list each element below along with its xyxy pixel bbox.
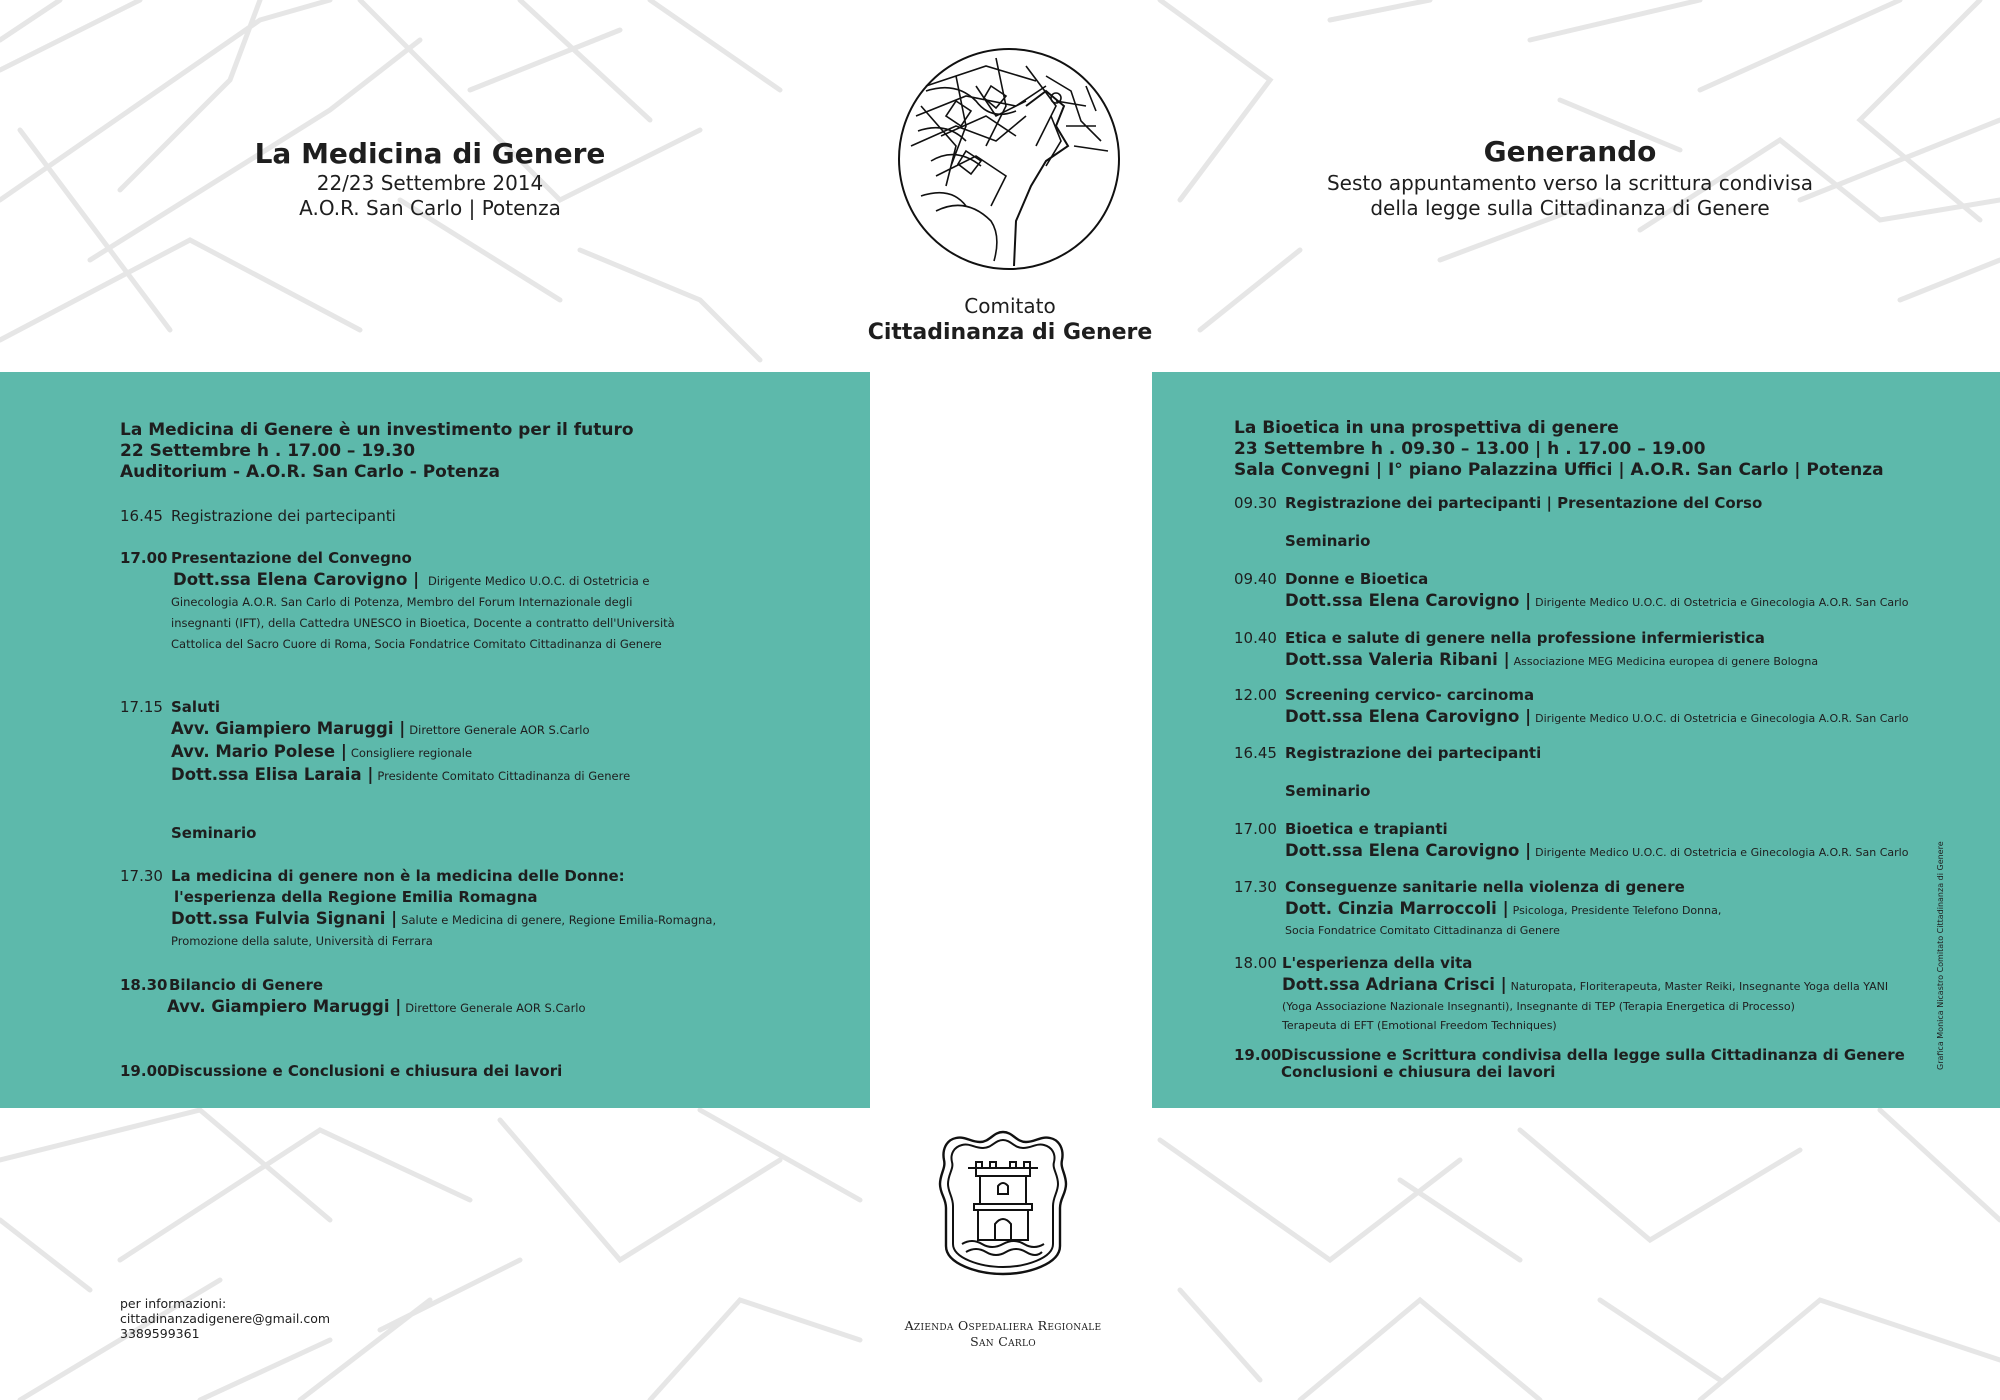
seminar-label (1285, 781, 1370, 802)
day2-heading-venue: Sala Convegni | I° piano Palazzina Uffici | A.O.R. San Carlo | Potenza (1234, 460, 1884, 480)
item-title: Donne e Bioetica (1285, 570, 1429, 588)
event-header-right (1290, 135, 1850, 220)
item-time: 17.00 (120, 549, 168, 567)
day1-heading-venue: Auditorium - A.O.R. San Carlo - Potenza (120, 462, 500, 482)
contact-phone[interactable]: 3389599361 (120, 1326, 200, 1341)
speaker-name: Dott.ssa Elisa Laraia (171, 765, 362, 784)
program-panel-day2: La Bioetica in una prospettiva di genere 23 Settembre h . 09.30 – 13.00 | h . 17.00 – 19.00 Sala Convegni | I° piano Palazzina Uffici | A.O.R. San Carlo | Potenza 09.30 Registrazione dei partecipanti | Presentazione del Corso Seminario 09.40 Donne e Bioetica Dott.ssa Elena Carovigno | Dirigente Medico U.O.C. di Ostetricia e Ginecologia A.O.R. San Carlo 10.40 Etica e salute di genere nella professione infermieristica Dott.ssa Valeria Ribani | Associazione MEG Medicina europea di genere Bologna 12.00 Screening cervico- carcinoma Dott.ssa Elena Carovigno | Dirigente Medico U.O.C. di Ostetricia e Ginecologia A.O.R. San Carlo 16.45 Registrazione dei partecipanti Seminario 17.00 Bioetica e trapianti Dott.ssa Elena Carovigno | Dirigente Medico U.O.C. di Ostetricia e Ginecologia A.O.R. San Carlo 17.30 Conseguenze sanitarie nella violenza di genere Dott. Cinzia Marroccoli | Psicologa, Presidente Telefono Donna, Socia Fondatrice Comitato Cittadinanza di Genere 18.00 L'esperienza della vita Dott.ssa Adriana Crisci | Naturopata, Floriterapeuta, Master Reiki, Insegnante Yoga della YANI (Yoga Associazione Nazionale Insegnanti), Insegnante di TEP (Terapia Energetica di Processo) Terapeuta di EFT (Emotional Freedom Techniques) 19.00 Discussione e Scrittura condivisa della legge sulla Cittadinanza di Genere Conclusioni e chiusura dei lavori (1152, 372, 2000, 1108)
speaker-detail: Socia Fondatrice Comitato Cittadinanza di Genere (1285, 924, 1560, 937)
speaker-detail: Terapeuta di EFT (Emotional Freedom Techniques) (1282, 1019, 1557, 1032)
item-title: Bioetica e trapianti (1285, 820, 1448, 838)
speaker-detail: (Yoga Associazione Nazionale Insegnanti), Insegnante di TEP (Terapia Energetica di Processo) (1282, 1000, 1795, 1013)
day1-heading-title: La Medicina di Genere è un investimento per il futuro (120, 420, 634, 440)
item-title: Discussione e Scrittura condivisa della legge sulla Cittadinanza di Genere (1281, 1046, 1905, 1064)
generando-subtitle-line1: Sesto appuntamento verso la scrittura condivisa (1326, 171, 1813, 196)
graphic-credit: Grafica Monica Nicastro Comitato Cittadinanza di Genere (1936, 841, 1945, 1070)
item-title: Bilancio di Genere (169, 976, 324, 994)
speaker-role: Dirigente Medico U.O.C. di Ostetricia e Ginecologia A.O.R. San Carlo (1535, 596, 1909, 609)
program-panel-day1: La Medicina di Genere è un investimento per il futuro 22 Settembre h . 17.00 – 19.30 Auditorium - A.O.R. San Carlo - Potenza 16.45 Registrazione dei partecipanti 17.00 Presentazione del Convegno Dott.ssa Elena Carovigno | Dirigente Medico U.O.C. di Ostetricia e Ginecologia A.O.R. San Carlo di Potenza, Membro del Forum Internazionale degli insegnanti (IFT), della Cattedra UNESCO in Bioetica, Docente a contratto dell'Università Cattolica del Sacro Cuore di Roma, Socia Fondatrice Comitato Cittadinanza di Genere 17.15 Saluti Avv. Giampiero Maruggi | Direttore Generale AOR S.Carlo Avv. Mario Polese | Consigliere regionale Dott.ssa Elisa Laraia | Presidente Comitato Cittadinanza di Genere Seminario 17.30 La medicina di genere non è la medicina delle Donne: l'esperienza della Regione Emilia Romagna Dott.ssa Fulvia Signani | Salute e Medicina di genere, Regione Emilia-Romagna, Promozione della salute, Università di Ferrara 18.30 Bilancio di Genere Avv. Giampiero Maruggi | Direttore Generale AOR S.Carlo 19.00 Discussione e Conclusioni e chiusura dei lavori (0, 372, 870, 1108)
speaker-role: Salute e Medicina di genere, Regione Emilia-Romagna, (401, 913, 717, 927)
item-time: 17.30 (120, 867, 163, 885)
speaker-name: Dott.ssa Valeria Ribani (1285, 650, 1498, 669)
generando-subtitle-line2: della legge sulla Cittadinanza di Genere (1370, 195, 1770, 220)
item-subtitle: l'esperienza della Regione Emilia Romagna (174, 888, 538, 906)
item-subtitle: Conclusioni e chiusura dei lavori (1281, 1063, 1556, 1081)
event-venue: A.O.R. San Carlo | Potenza (299, 195, 561, 220)
speaker-name: Avv. Giampiero Maruggi (171, 719, 394, 738)
speaker-role: Psicologa, Presidente Telefono Donna, (1512, 904, 1722, 917)
speaker-detail: insegnanti (IFT), della Cattedra UNESCO in Bioetica, Docente a contratto dell'Università (171, 616, 675, 630)
seminar-label-text: Seminario (1285, 532, 1371, 550)
speaker-name: Dott.ssa Elena Carovigno (1285, 841, 1520, 860)
item-time: 09.40 (1234, 570, 1277, 588)
day2-heading (1234, 418, 1884, 481)
speaker-role: Dirigente Medico U.O.C. di Ostetricia e Ginecologia A.O.R. San Carlo (1535, 846, 1909, 859)
item-title: La medicina di genere non è la medicina delle Donne: (171, 867, 625, 885)
speaker-detail: Promozione della salute, Università di Ferrara (171, 934, 433, 948)
item-time: 18.30 (120, 976, 168, 994)
committee-line2: Cittadinanza di Genere (867, 320, 1153, 345)
event-header-left (230, 137, 630, 220)
speaker-name: Dott.ssa Elena Carovigno (173, 570, 408, 589)
event-title: La Medicina di Genere (254, 137, 606, 170)
seminar-label (171, 823, 256, 844)
event-dates: 22/23 Settembre 2014 (316, 171, 544, 196)
item-time: 17.00 (1234, 820, 1277, 838)
item-time: 16.45 (1234, 744, 1277, 762)
contact-email[interactable]: cittadinanzadigenere@gmail.com (120, 1311, 331, 1326)
day1-heading-time: 22 Settembre h . 17.00 – 19.30 (120, 441, 416, 461)
day2-heading-time: 23 Settembre h . 09.30 – 13.00 | h . 17.00 – 19.00 (1234, 439, 1706, 459)
item-time: 10.40 (1234, 629, 1277, 647)
speaker-name: Dott. Cinzia Marroccoli (1285, 899, 1497, 918)
item-time: 18.00 (1234, 954, 1277, 972)
hospital-name-line1: Azienda Ospedaliera Regionale (904, 1318, 1102, 1333)
item-title: Registrazione dei partecipanti (171, 507, 396, 525)
seminar-label-text: Seminario (171, 824, 257, 842)
item-title: Saluti (171, 698, 221, 716)
speaker-name: Dott.ssa Elena Carovigno (1285, 707, 1520, 726)
committee-line1: Comitato (964, 294, 1056, 318)
speaker-name: Dott.ssa Adriana Crisci (1282, 975, 1495, 994)
speaker-role: Dirigente Medico U.O.C. di Ostetricia e Ginecologia A.O.R. San Carlo (1535, 712, 1909, 725)
item-title: Registrazione dei partecipanti | Presentazione del Corso (1285, 494, 1763, 512)
item-time: 12.00 (1234, 686, 1277, 704)
item-title: Screening cervico- carcinoma (1285, 686, 1535, 704)
item-time: 17.15 (120, 698, 163, 716)
speaker-detail: Cattolica del Sacro Cuore di Roma, Socia Fondatrice Comitato Cittadinanza di Genere (171, 637, 662, 651)
speaker-name: Dott.ssa Elena Carovigno (1285, 591, 1520, 610)
day1-heading (120, 420, 634, 483)
seminar-label (1285, 531, 1370, 552)
day2-heading-title: La Bioetica in una prospettiva di genere (1234, 418, 1619, 438)
speaker-detail: Ginecologia A.O.R. San Carlo di Potenza, Membro del Forum Internazionale degli (171, 595, 633, 609)
item-title: Presentazione del Convegno (171, 549, 412, 567)
speaker-name: Avv. Giampiero Maruggi (167, 997, 390, 1016)
speaker-role: Consigliere regionale (350, 746, 473, 760)
item-time: 17.30 (1234, 878, 1277, 896)
speaker-role: Direttore Generale AOR S.Carlo (405, 1001, 586, 1015)
committee-logo (896, 46, 1122, 272)
item-title: Etica e salute di genere nella professione infermieristica (1285, 629, 1765, 647)
contact-info (120, 1296, 330, 1341)
speaker-role: Dirigente Medico U.O.C. di Ostetricia e (427, 574, 650, 588)
speaker-role: Associazione MEG Medicina europea di genere Bologna (1513, 655, 1819, 668)
item-title: Registrazione dei partecipanti (1285, 744, 1542, 762)
item-time: 19.00 (1234, 1046, 1282, 1064)
speaker-name: Dott.ssa Fulvia Signani (171, 909, 386, 928)
hospital-crest-icon (938, 1128, 1068, 1278)
hospital-name (880, 1318, 1126, 1350)
speaker-name: Avv. Mario Polese (171, 742, 336, 761)
speaker-role: Direttore Generale AOR S.Carlo (409, 723, 590, 737)
item-time: 09.30 (1234, 494, 1277, 512)
item-time: 16.45 (120, 507, 163, 525)
seminar-label-text: Seminario (1285, 782, 1371, 800)
speaker-role: Naturopata, Floriterapeuta, Master Reiki, Insegnante Yoga della YANI (1510, 980, 1889, 993)
generando-title: Generando (1483, 135, 1657, 168)
hospital-name-line2: San Carlo (970, 1334, 1036, 1349)
item-title: Discussione e Conclusioni e chiusura dei lavori (167, 1062, 563, 1080)
committee-name (860, 294, 1160, 347)
contact-label: per informazioni: (120, 1296, 227, 1311)
item-title: L'esperienza della vita (1282, 954, 1473, 972)
speaker-role: Presidente Comitato Cittadinanza di Genere (377, 769, 631, 783)
item-title: Conseguenze sanitarie nella violenza di genere (1285, 878, 1685, 896)
item-time: 19.00 (120, 1062, 168, 1080)
